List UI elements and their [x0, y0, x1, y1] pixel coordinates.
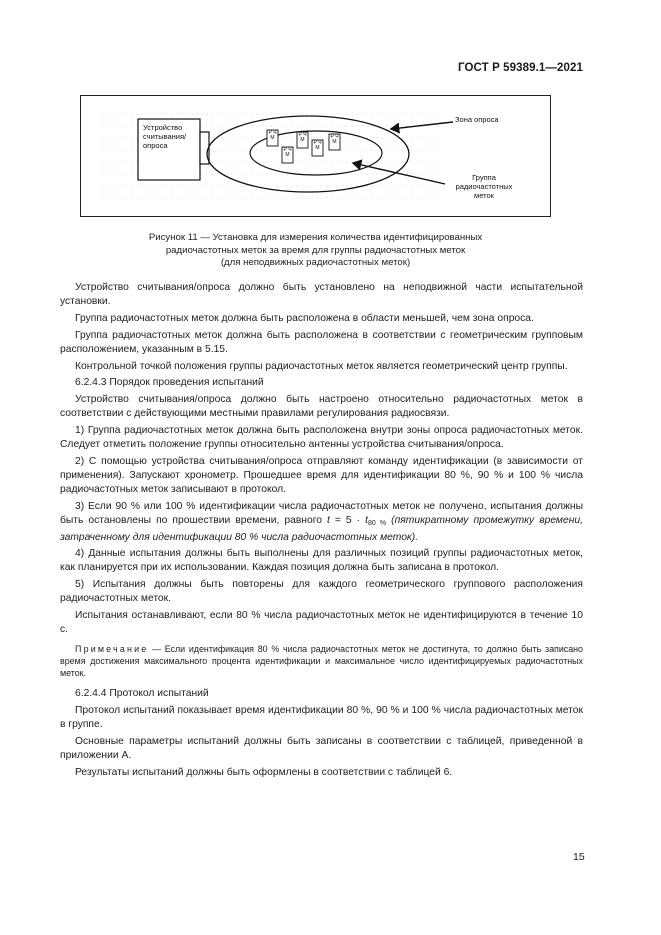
tag-label: Р Ч М	[330, 134, 339, 145]
group-arrow	[353, 163, 445, 184]
note-text: — Если идентификация 80 % числа радиочастотных меток не достигнута, то должно быть записано время достижения максимального процента идентификации и максимальное число идентифицируемых радиочастотных меток.	[60, 643, 583, 679]
list-item: 5) Испытания должны быть повторены для каждого геометрического группового расположения радиочастотных меток.	[60, 579, 583, 605]
caption-line: (для неподвижных радиочастотных меток)	[220, 257, 411, 269]
text-span: 3) Если 90 % или 100 % идентификации числа радиочастотных меток не получено, испытания должны быть остановлены по прошествии времени, равного	[60, 500, 583, 526]
paragraph: Основные параметры испытаний должны быть записаны в соответствии с таблицей, приведенной в приложении А.	[60, 736, 583, 762]
paragraph: Испытания останавливают, если 80 % числа радиочастотных меток не идентифицируются в течение 10 с.	[60, 610, 583, 635]
section-heading: 6.2.4.3 Порядок проведения испытаний	[75, 377, 264, 389]
paragraph: Группа радиочастотных меток должна быть расположена в области меньшей, чем зона опроса.	[75, 312, 534, 324]
tag-label: Р Ч М	[313, 140, 322, 151]
paragraph: Устройство считывания/опроса должно быть установлено на неподвижной части испытательной установки.	[60, 282, 583, 307]
section-heading: 6.2.4.4 Протокол испытаний	[75, 688, 209, 700]
interrogation-zone-ellipse	[207, 116, 409, 192]
tag-label: Р Ч М	[283, 147, 292, 158]
list-item: 2) С помощью устройства считывания/опроса отправляют команду идентификации (в зависимости от применения). Запускают хронометр. Прошедшее время для идентификации 80 %, 90 % и 100 % числа радиочастотных меток записывают в протокол.	[60, 455, 583, 495]
tag-label: Р Ч М	[268, 130, 277, 141]
zone-arrow	[391, 122, 453, 129]
formula-var: t	[365, 514, 369, 526]
list-item	[60, 500, 583, 545]
tag-label: Р Ч М	[298, 132, 307, 143]
list-item: 4) Данные испытания должны быть выполнены для различных позиций группы радиочастотных меток, как планируется при их использовании. Каждая позиция должна быть записана в протокол.	[60, 548, 583, 574]
reader-device-label: Устройство считывания/ опроса	[143, 123, 187, 150]
body-text	[60, 281, 583, 783]
formula-eq: = 5 ·	[329, 514, 366, 526]
paragraph: Группа радиочастотных меток должна быть расположена в соответствии с геометрическим групповым расположением, указанным в 5.15.	[60, 329, 583, 355]
zone-label: Зона опроса	[455, 115, 499, 124]
note	[60, 643, 583, 680]
group-label: Группа радиочастотных меток	[455, 173, 513, 200]
page-number: 15	[573, 851, 585, 863]
caption-line: радиочастотных меток за время для группы радиочастотных меток	[165, 244, 466, 256]
paragraph: Протокол испытаний показывает время идентификации 80 %, 90 % и 100 % числа радиочастотных меток в группе.	[60, 705, 583, 731]
italic-text: (пятикратному промежутку времени, затраченному для идентификации 80 % числа радиочастотных меток).	[60, 514, 583, 543]
paragraph: Контрольной точкой положения группы радиочастотных меток является геометрический центр группы.	[75, 360, 568, 372]
formula-var: t	[326, 514, 330, 526]
note-label: Примечание	[75, 643, 149, 654]
paragraph: Устройство считывания/опроса должно быть настроено относительно радиочастотных меток в соответствии с действующими местными правилами регулирования радиосвязи.	[60, 394, 583, 420]
document-header: ГОСТ Р 59389.1—2021	[458, 62, 583, 74]
figure-caption	[80, 232, 551, 270]
list-item: 1) Группа радиочастотных меток должна быть расположена внутри зоны опроса радиочастотных меток. Следует отметить положение группы относительно антенны устройства считывания/опроса.	[60, 425, 583, 451]
figure-11-diagram	[80, 95, 551, 217]
formula-subscript: 80 %	[368, 519, 387, 527]
caption-line: Рисунок 11 — Установка для измерения количества идентифицированных	[148, 232, 483, 243]
paragraph: Результаты испытаний должны быть оформлены в соответствии с таблицей 6.	[75, 766, 453, 778]
